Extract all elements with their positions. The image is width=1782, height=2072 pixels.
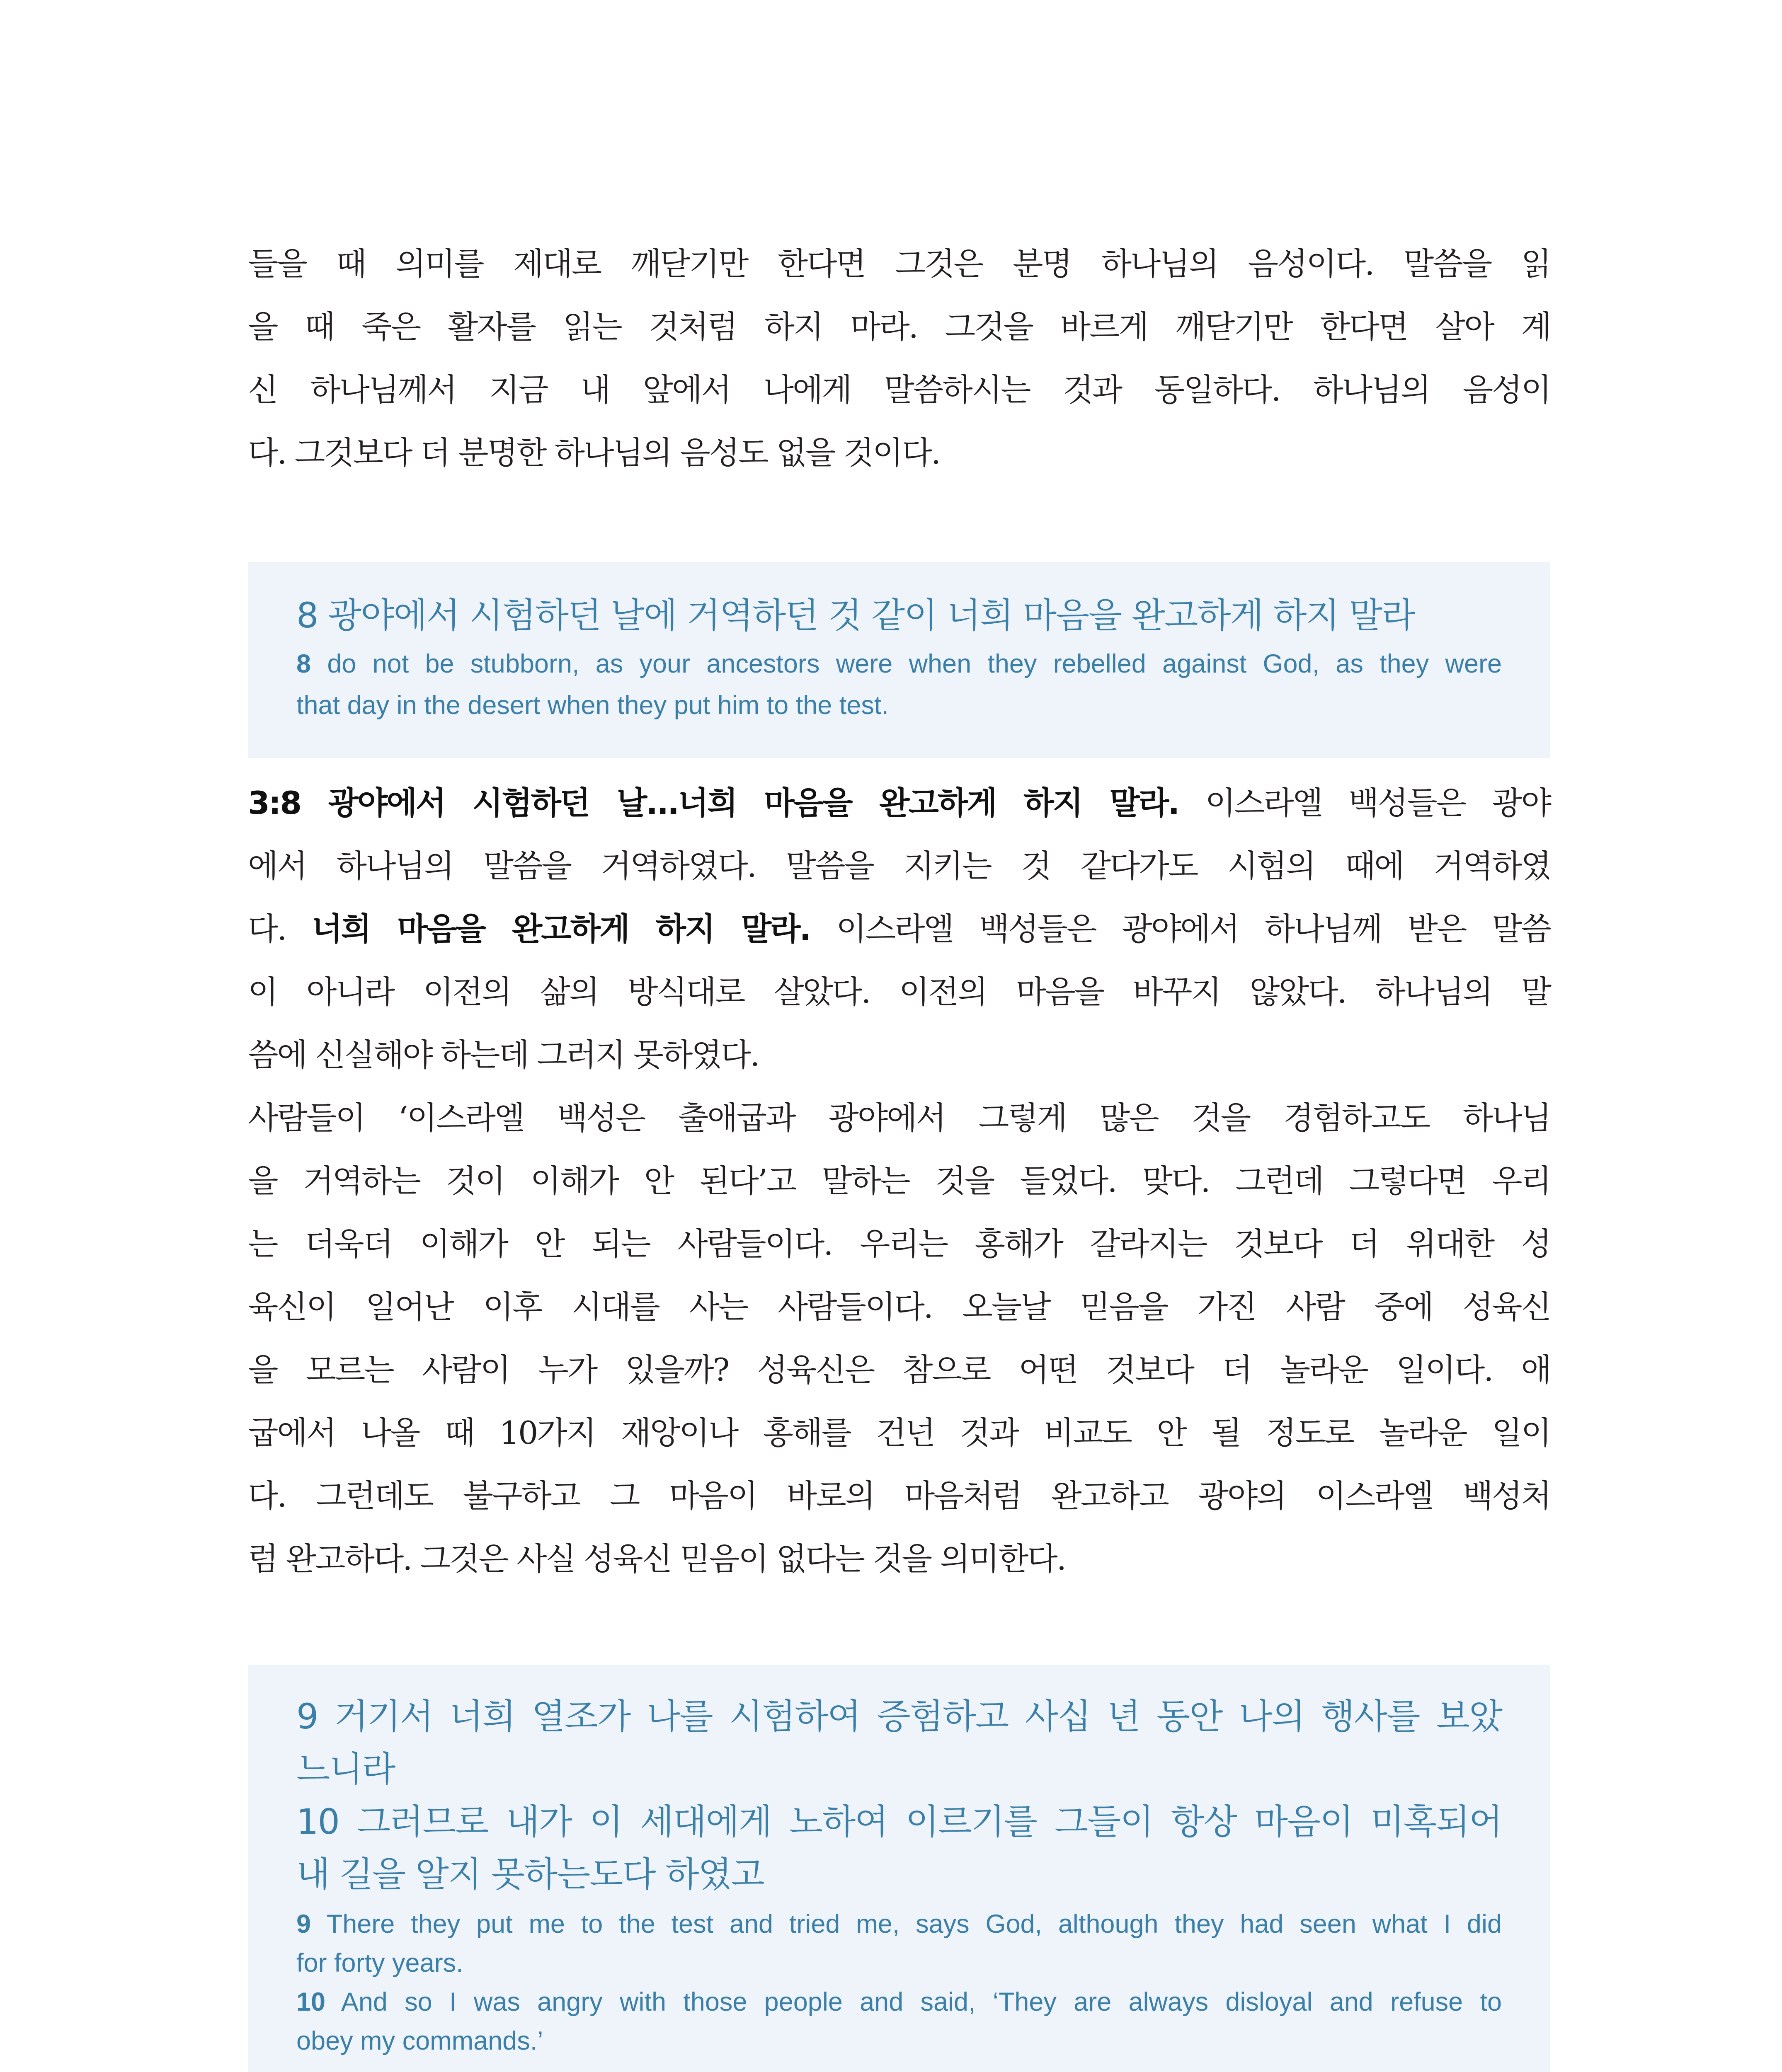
verse-number: 9	[296, 1910, 311, 1939]
verse-korean-text: 그러므로 내가 이 세대에게 노하여 이르기를 그들이 항상 마음이 미혹되어	[356, 1801, 1502, 1842]
verse-english-text: do not be stubborn, as your ancestors were when they rebelled against God, as they were	[327, 649, 1502, 678]
verse-english-line: for forty years.	[296, 1949, 463, 1978]
body-line: 에서 하나님의 말씀을 거역하였다. 말씀을 지키는 것 같다가도 시험의 때에 거역하였	[248, 847, 1550, 884]
body-line: 는 더욱더 이해가 안 되는 사람들이다. 우리는 홍해가 갈라지는 것보다 더 위대한 성	[248, 1225, 1550, 1262]
body-line: 다. 그런데도 불구하고 그 마음이 바로의 마음처럼 완고하고 광야의 이스라엘 백성처	[248, 1477, 1550, 1514]
verse-english-line	[296, 1982, 1502, 2021]
verse-box	[248, 1665, 1550, 2072]
body-line	[248, 772, 1550, 835]
body-line: 사람들이 ‘이스라엘 백성은 출애굽과 광야에서 그렇게 많은 것을 경험하고도 하나님	[248, 1099, 1550, 1136]
verse-number: 10	[296, 1801, 339, 1842]
body-line: 을 거역하는 것이 이해가 안 된다’고 말하는 것을 들었다. 맞다. 그런데 그렇다면 우리	[248, 1162, 1550, 1199]
verse-english-text: There they put me to the test and tried me, says God, although they had seen what I did	[326, 1910, 1502, 1939]
body-line: 신 하나님께서 지금 내 앞에서 나에게 말씀하시는 것과 동일하다. 하나님의 음성이	[248, 371, 1550, 408]
commentary-heading: 너희 마음을 완고하게 하지 말라.	[312, 910, 810, 947]
body-line: 다. 그것보다 더 분명한 하나님의 음성도 없을 것이다.	[248, 434, 940, 471]
body-text: 이스라엘 백성들은 광야	[1205, 784, 1550, 821]
body-line: 육신이 일어난 이후 시대를 사는 사람들이다. 오늘날 믿음을 가진 사람 중에 성육신	[248, 1288, 1550, 1325]
verse-english-text: And so I was angry with those people and said, ‘They are always disloyal and refuse to	[341, 1987, 1502, 2016]
verse-korean-line	[296, 591, 1502, 640]
verse-korean-line	[296, 1690, 1502, 1743]
verse-english-line	[296, 643, 1502, 685]
verse-korean-text: 거기서 너희 열조가 나를 시험하여 증험하고 사십 년 동안 나의 행사를 보았	[334, 1696, 1502, 1737]
verse-number: 10	[296, 1987, 326, 2016]
commentary-heading: 3:8 광야에서 시험하던 날...너희 마음을 완고하게 하지 말라.	[248, 784, 1179, 821]
verse-number: 8	[296, 649, 311, 678]
body-line: 씀에 신실해야 하는데 그러지 못하였다.	[248, 1036, 759, 1073]
verse-english	[296, 643, 1502, 726]
verse-korean-line	[296, 1796, 1502, 1848]
body-line: 들을 때 의미를 제대로 깨닫기만 한다면 그것은 분명 하나님의 음성이다. 말씀을 읽	[248, 245, 1550, 282]
body-line: 굽에서 나올 때 10가지 재앙이나 홍해를 건넌 것과 비교도 안 될 정도로 놀라운 일이	[248, 1414, 1550, 1451]
verse-number: 9	[296, 1696, 318, 1737]
body-text: 이스라엘 백성들은 광야에서 하나님께 받은 말씀	[836, 910, 1550, 947]
verse-korean-text: 광야에서 시험하던 날에 거역하던 것 같이 너희 마음을 완고하게 하지 말라	[328, 595, 1415, 636]
verse-english-line	[296, 1905, 1502, 1944]
body-line: 을 때 죽은 활자를 읽는 것처럼 하지 마라. 그것을 바르게 깨닫기만 한다면 살아 계	[248, 308, 1550, 345]
verse-english-line: that day in the desert when they put him to the test.	[296, 691, 889, 720]
verse-korean-line: 느니라	[296, 1749, 395, 1789]
body-text: 다.	[248, 910, 286, 947]
commentary-3-8	[248, 772, 1550, 1590]
body-line	[248, 898, 1550, 961]
verse-english	[296, 1905, 1502, 2060]
verse-box	[248, 562, 1550, 758]
body-line: 을 모르는 사람이 누가 있을까? 성육신은 참으로 어떤 것보다 더 놀라운 일이다. 애	[248, 1351, 1550, 1388]
body-line: 이 아니라 이전의 삶의 방식대로 살았다. 이전의 마음을 바꾸지 않았다. 하나님의 말	[248, 973, 1550, 1010]
body-line: 럼 완고하다. 그것은 사실 성육신 믿음이 없다는 것을 의미한다.	[248, 1540, 1065, 1577]
verse-korean-line: 내 길을 알지 못하는도다 하였고	[296, 1854, 764, 1895]
body-paragraph	[248, 232, 1550, 484]
verse-number: 8	[296, 595, 318, 636]
verse-english-line: obey my commands.’	[296, 2026, 543, 2055]
